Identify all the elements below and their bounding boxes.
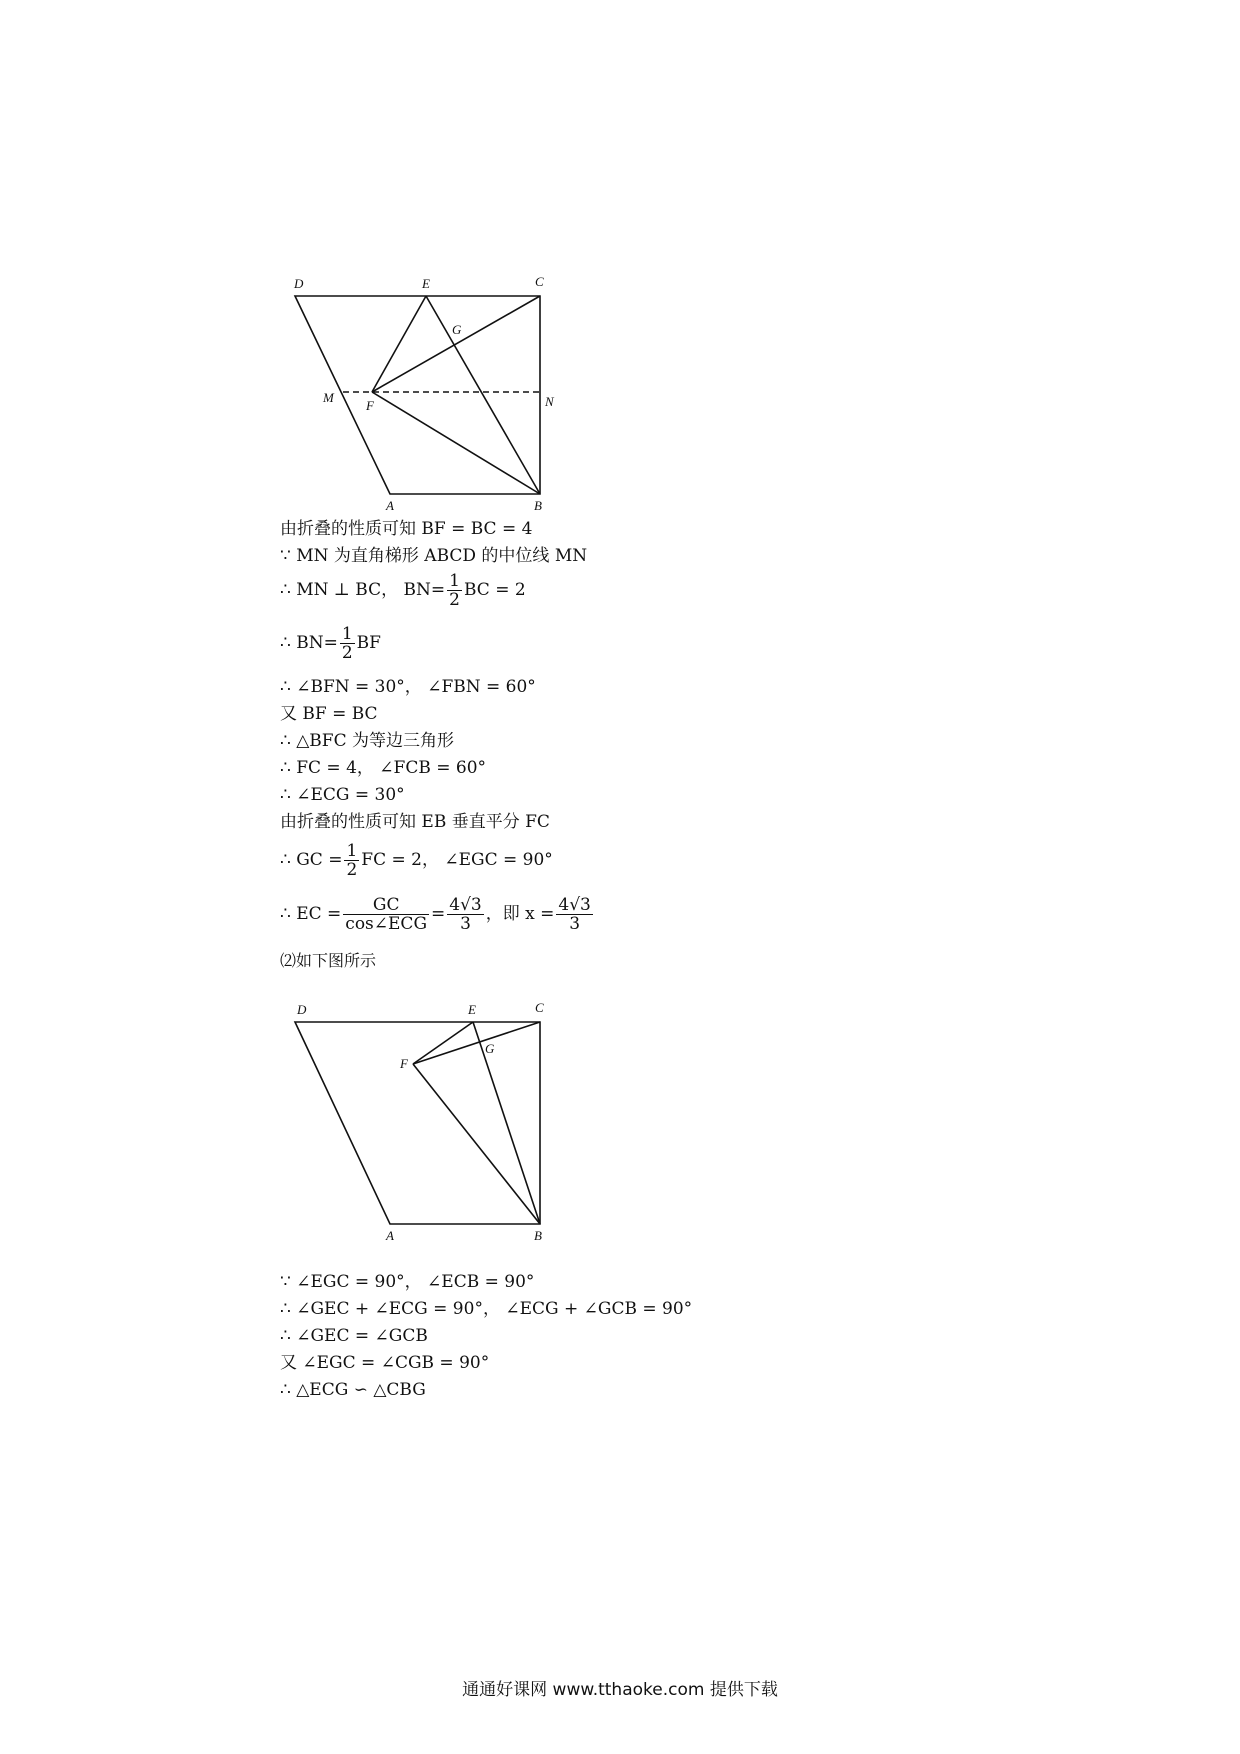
fraction-numerator: 4√3 — [558, 895, 591, 915]
label-d: D — [294, 276, 304, 291]
part2-line-5: ∴ △ECG ∽ △CBG — [280, 1380, 426, 1400]
solution-line-9: ∴ ∠ECG = 30° — [280, 785, 405, 805]
segment-ef — [413, 1022, 473, 1064]
fraction-numerator: 1 — [449, 571, 460, 591]
solution-line-10: 由折叠的性质可知 EB 垂直平分 FC — [280, 812, 550, 832]
part2-line-3: ∴ ∠GEC = ∠GCB — [280, 1326, 428, 1346]
fraction-denominator: 2 — [341, 643, 353, 663]
figure-1-trapezoid — [280, 270, 580, 520]
segment-eb — [426, 296, 540, 494]
solution-line-1: 由折叠的性质可知 BF = BC = 4 — [280, 519, 533, 539]
solution-line-7: ∴ △BFC 为等边三角形 — [280, 731, 454, 751]
label-c: C — [535, 1000, 544, 1015]
footer-watermark: 通通好课网 www.tthaoke.com 提供下载 — [462, 1680, 778, 1700]
part2-line-1: ∵ ∠EGC = 90°， ∠ECB = 90° — [280, 1272, 535, 1292]
solution-line-4 — [280, 625, 381, 662]
segment-eb — [473, 1022, 540, 1224]
fraction-one-half — [340, 625, 355, 662]
line12-text-b: = — [431, 904, 446, 924]
label-f: F — [400, 1056, 408, 1071]
line11-text-a: ∴ GC = — [280, 850, 343, 870]
fraction-numerator: GC — [343, 896, 429, 915]
fraction-denominator: 3 — [569, 914, 581, 934]
label-e: E — [468, 1002, 476, 1017]
fraction-numerator: 4√3 — [449, 895, 482, 915]
fraction-one-half — [344, 842, 359, 879]
fraction-gc-over-cos — [343, 896, 429, 933]
label-b: B — [534, 1228, 542, 1243]
solution-line-13: ⑵如下图所示 — [280, 951, 377, 970]
segment-fb — [413, 1064, 540, 1224]
fraction-four-root-three — [447, 896, 483, 933]
label-c: C — [535, 274, 544, 289]
line3-text-a: ∴ MN ⊥ BC， BN= — [280, 580, 446, 600]
fraction-denominator: 3 — [460, 914, 471, 934]
label-a: A — [386, 1228, 394, 1243]
line12-text-a: ∴ EC = — [280, 904, 342, 924]
fraction-denominator: 2 — [449, 590, 460, 610]
label-m: M — [323, 390, 334, 405]
label-n: N — [545, 394, 554, 409]
segment-fb — [372, 392, 540, 494]
trapezoid-abcd — [295, 1022, 540, 1224]
solution-line-2: ∵ MN 为直角梯形 ABCD 的中位线 MN — [280, 546, 588, 566]
label-d: D — [297, 1002, 307, 1017]
fraction-denominator: 2 — [346, 860, 358, 880]
segment-ef — [372, 296, 426, 392]
line11-text-b: FC = 2， ∠EGC = 90° — [361, 850, 553, 870]
figure-2-trapezoid — [280, 1000, 580, 1250]
part2-line-2: ∴ ∠GEC + ∠ECG = 90°， ∠ECG + ∠GCB = 90° — [280, 1299, 693, 1319]
label-e: E — [422, 276, 430, 291]
label-g: G — [485, 1041, 495, 1056]
fraction-denominator: cos∠ECG — [345, 914, 428, 934]
solution-line-11 — [280, 842, 553, 879]
fraction-numerator: 1 — [341, 624, 353, 644]
segment-fc — [372, 296, 540, 392]
solution-line-12 — [280, 896, 595, 933]
solution-line-3 — [280, 572, 526, 609]
segment-fc — [413, 1022, 540, 1064]
solution-line-6: 又 BF = BC — [280, 704, 378, 724]
solution-line-8: ∴ FC = 4， ∠FCB = 60° — [280, 758, 487, 778]
fraction-one-half — [447, 572, 462, 609]
fraction-four-root-three — [556, 896, 592, 933]
line3-text-b: BC = 2 — [463, 580, 526, 600]
label-b: B — [534, 498, 542, 513]
line12-text-c: ，即 x = — [485, 904, 555, 924]
label-a: A — [386, 498, 394, 513]
part2-line-4: 又 ∠EGC = ∠CGB = 90° — [280, 1353, 490, 1373]
solution-line-5: ∴ ∠BFN = 30°， ∠FBN = 60° — [280, 677, 536, 697]
label-g: G — [452, 322, 462, 337]
label-f: F — [366, 398, 374, 413]
line4-text-a: ∴ BN= — [280, 633, 338, 653]
line4-text-b: BF — [356, 633, 381, 653]
fraction-numerator: 1 — [346, 841, 358, 861]
